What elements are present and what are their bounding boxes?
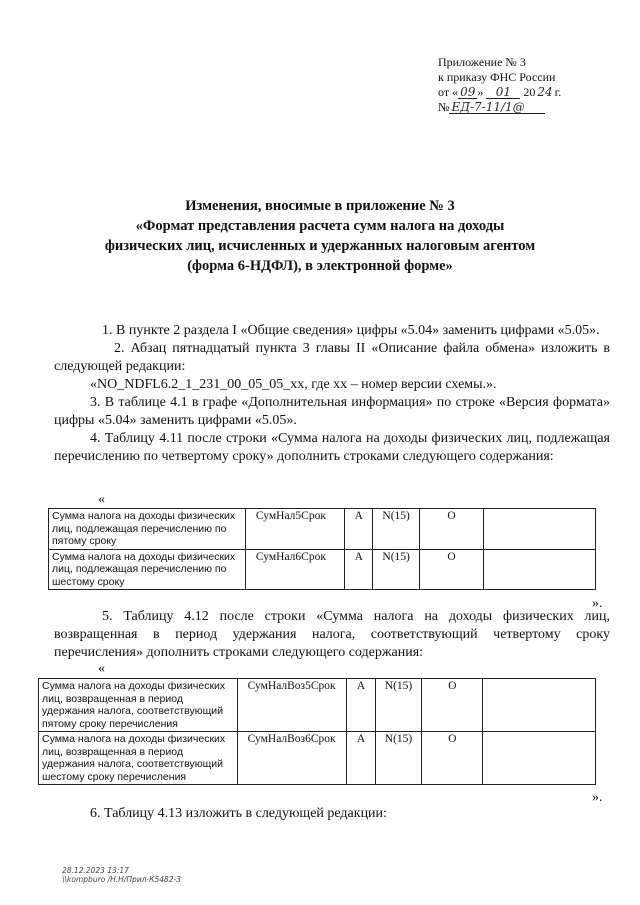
cell-name: Сумма налога на доходы физических лиц, подлежащая перечислению по пятому сроку <box>49 509 246 550</box>
document-title <box>60 196 580 276</box>
year-prefix: 20 <box>523 85 536 99</box>
table-row <box>39 679 596 732</box>
body-block-1 <box>54 322 610 466</box>
cell-code: СумНал6Срок <box>245 549 344 590</box>
handwritten-month: 01 <box>486 86 520 99</box>
body-block-3 <box>54 805 610 823</box>
appendix-title: Приложение № 3 <box>438 55 526 69</box>
table-4-11-additions <box>48 508 596 590</box>
number-prefix: № <box>438 100 450 114</box>
appendix-number <box>438 100 561 115</box>
handwritten-number: ЕД-7-11/1@ <box>449 101 545 114</box>
title-line-3: физических лиц, исчисленных и удержанных налоговым агентом <box>104 238 536 254</box>
body-block-2 <box>54 608 610 662</box>
date-mid: » <box>477 85 484 99</box>
footer-stamp <box>62 866 181 884</box>
year-suffix: г. <box>554 85 562 99</box>
date-prefix: от « <box>438 85 459 99</box>
cell-required: О <box>422 732 483 785</box>
table2-open-quote: « <box>98 661 105 676</box>
item-2-quote: «NO_NDFL6.2_1_231_00_05_05_xx, где xx – номер версии схемы.». <box>90 377 497 392</box>
cell-code: СумНалВоз5Срок <box>237 679 347 732</box>
item-3: 3. В таблице 4.1 в графе «Дополнительная информация» по строке «Версия формата» цифры «5.04» заменить цифрами «5.05». <box>54 395 610 428</box>
table-row <box>49 549 596 590</box>
cell-format: N(15) <box>373 509 419 550</box>
item-1: 1. В пункте 2 раздела I «Общие сведения» цифры «5.04» заменить цифрами «5.05». <box>102 323 600 338</box>
cell-extra <box>484 549 596 590</box>
cell-type: А <box>347 732 375 785</box>
title-line-4: (форма 6-НДФЛ), в электронной форме» <box>187 258 453 274</box>
cell-code: СумНалВоз6Срок <box>237 732 347 785</box>
cell-type: А <box>345 509 373 550</box>
appendix-date <box>438 85 561 100</box>
cell-required: О <box>422 679 483 732</box>
cell-code: СумНал5Срок <box>245 509 344 550</box>
cell-format: N(15) <box>375 732 422 785</box>
handwritten-day: 09 <box>460 85 476 99</box>
cell-extra <box>483 679 596 732</box>
title-line-2: «Формат представления расчета сумм налога на доходы <box>135 218 505 234</box>
item-2: 2. Абзац пятнадцатый пункта 3 главы II «Описание файла обмена» изложить в следующей редакции: <box>54 341 610 374</box>
table1-open-quote: « <box>98 492 105 507</box>
item-5: 5. Таблицу 4.12 после строки «Сумма налога на доходы физических лиц, возвращенная в период удержания налога, соответствующий четвертому сроку перечисления» дополнить строками следующего содержания: <box>54 609 610 660</box>
appendix-order-ref: к приказу ФНС России <box>438 70 556 84</box>
cell-extra <box>484 509 596 550</box>
table2-close-quote: ». <box>592 790 603 805</box>
title-line-1: Изменения, вносимые в приложение № 3 <box>185 198 455 214</box>
item-4: 4. Таблицу 4.11 после строки «Сумма налога на доходы физических лиц, подлежащая перечислению по четвертому сроку» дополнить строками следующего содержания: <box>54 431 610 464</box>
cell-name: Сумма налога на доходы физических лиц, возвращенная в период удержания налога, соответствующий пятому сроку перечисления <box>39 679 238 732</box>
table-row <box>49 509 596 550</box>
item-6: 6. Таблицу 4.13 изложить в следующей редакции: <box>90 806 387 821</box>
footer-path: \\kompburo /Н.Н/Прил-К5482-3 <box>62 875 182 884</box>
footer-timestamp: 28.12.2023 13:17 <box>62 866 129 875</box>
appendix-header <box>438 55 561 115</box>
cell-required: О <box>419 549 483 590</box>
table1-close-quote: ». <box>592 596 603 611</box>
table-4-12-additions <box>38 678 596 785</box>
cell-name: Сумма налога на доходы физических лиц, подлежащая перечислению по шестому сроку <box>49 549 246 590</box>
cell-type: А <box>347 679 375 732</box>
cell-type: А <box>345 549 373 590</box>
cell-extra <box>483 732 596 785</box>
cell-format: N(15) <box>373 549 419 590</box>
table-row <box>39 732 596 785</box>
cell-format: N(15) <box>375 679 422 732</box>
handwritten-year: 24 <box>537 85 553 99</box>
cell-name: Сумма налога на доходы физических лиц, возвращенная в период удержания налога, соответствующий шестому сроку перечисления <box>39 732 238 785</box>
cell-required: О <box>419 509 483 550</box>
